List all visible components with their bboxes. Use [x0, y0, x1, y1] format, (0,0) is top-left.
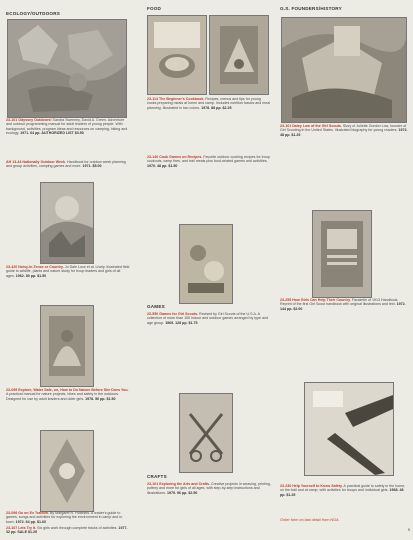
list-item: 23-550 Games for Girl Scouts. Revised by Girl Scouts of the U.S.A. A collection of more than 150 indoor and outdoor games arranged by type and age group. 1969. 128 pp. $1.75	[147, 312, 269, 325]
list-item: 23-099 Explore, Water Safe, on, How to Do Nature Before She Does You. A practical manual for nature projects, hikes and safety in the outdoors. Designed for use by adult leaders and older girls. 1978. 56 pp. $1.50	[6, 388, 129, 401]
list-item: 23-107 Lets Try It. Six girls work through complete tracks of activities. 1977. 32 pp. SALE $1.25	[6, 526, 128, 535]
book-cover-help-yourself	[304, 382, 394, 476]
column-ecology	[0, 0, 133, 540]
list-item: 23-420 Noisy-In-Tense or Country. Jo Dale Luce et al. Lively, illustrated field guide to wildlife, plants and nature study for troop leaders and girls of all ages. 1962. 80 pp. $1.50	[6, 265, 130, 278]
list-item: 23-098 Go on Ex Trandin. By Margaret R. Hutchins. A leader's guide to games, songs and activities for exploring the environment in camp and in town. 1972. 64 pp. $1.60	[6, 511, 123, 524]
section-heading-games: GAMES	[147, 304, 165, 309]
section-heading-ecology: ECOLOGY/OUTDOORS	[6, 11, 60, 16]
section-heading-history: G.S. FOUNDERS/HISTORY	[280, 6, 342, 11]
book-cover-daisy-low	[281, 17, 407, 123]
list-item: 23-140 Cook Games on Recipes. Favorite outdoor cooking recipes for troop cookouts, camp fires, and trail meals plus food-related games and activities. 1970. 48 pp. $1.50	[147, 155, 270, 168]
book-cover-noisy-in-tense	[40, 182, 94, 264]
column-history	[276, 0, 413, 540]
list-item: 23-230 Help Yourself to Know Safety. A practical guide to safety in the home, on the trail and at camp, with activities for troops and individual girls. 1968. 48 pp. $1.25	[280, 484, 406, 497]
book-cover-explore	[40, 305, 94, 387]
list-item: 23-101 Daisy Low of the Girl Scouts. Story of Juliette Gordon Low, founder of Girl Scouting in the United States. Illustrated biography for young readers. 1972. 48 pp. $1.25	[280, 124, 408, 137]
section-heading-crafts: CRAFTS	[147, 474, 167, 479]
book-cover-cook-games	[209, 15, 269, 95]
list-item: 23-114 The Beginner's Cookbook. Recipes, menus and tips for young cooks preparing meals at home and camp. Includes nutrition basics and meal planning. Illustrated in two colors. 1978. 88 pp. $2.25	[147, 97, 271, 110]
book-cover-how-girls-can-help	[312, 210, 372, 298]
list-item: 23-101 Odyssey Outdoors! Sandra Sweeney, David A. Green. Adventure and outdoor programming manual for adult leaders of young people. With background, activities, program ideas and resources on camping, hiking and ecology. 1971. 64 pp. AUTHORIZED LIST $3.50	[6, 118, 128, 136]
list-item: 23-255 How Girls Can Help Their Country. Facsimile of 1913 Handbook. Reprint of the first Girl Scout handbook with original illustrations and text. 1972. 144 pp. $2.00	[280, 298, 406, 311]
book-cover-crafts	[179, 393, 233, 473]
section-heading-food: FOOD	[147, 6, 162, 11]
order-note: Order form on last detail from NGA	[280, 518, 339, 522]
page-number: 9	[407, 527, 410, 532]
book-cover-go-on-ex-trandin	[40, 430, 94, 512]
column-food	[137, 0, 273, 540]
list-item: AH 13-44 Nationally Outdoor Week. Handbook for outdoor week planning and group activities, camping games and more. 1971. $5.00	[6, 160, 126, 169]
book-cover-odyssey-outdoors	[7, 19, 127, 118]
list-item: 23-101 Exploring the Arts and Crafts. Creative projects in weaving, printing, pottery and more for girls of all ages, with step-by-step instructions and illustrations. 1979. 96 pp. $2.50	[147, 482, 271, 495]
book-cover-games	[179, 224, 233, 304]
book-cover-beginners-cookbook	[147, 15, 207, 95]
